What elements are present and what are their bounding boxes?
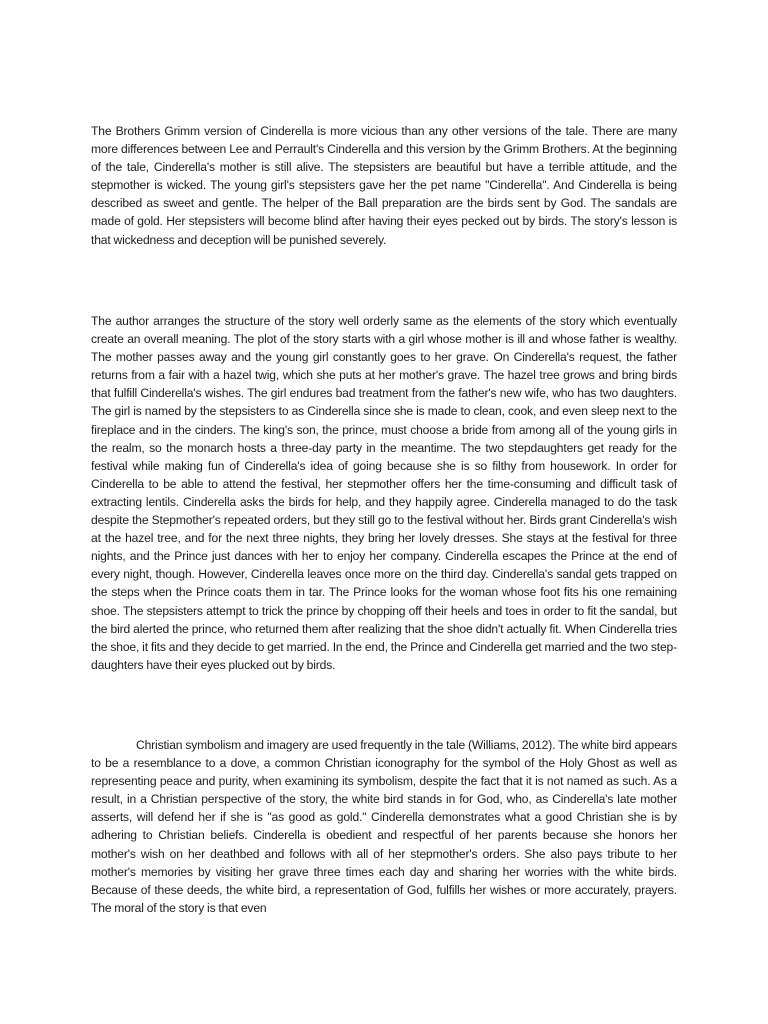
paragraph-story-structure: [91, 312, 677, 674]
paragraph-grimm-version: [91, 122, 677, 249]
paragraph-christian-symbolism: [91, 736, 677, 917]
paragraph-text: Christian symbolism and imagery are used frequently in the tale (Williams, 2012). The white bird appears to be a resemblance to a dove, a common Christian iconography for the symbol of the Holy Ghost as well as representing peace and purity, when examining its symbolism, despite the fact that it is not named as such. As a result, in a Christian perspective of the story, the white bird stands in for God, who, as Cinderella's late mother asserts, will defend her if she is "as good as gold." Cinderella demonstrates what a good Christian she is by adhering to Christian beliefs. Cinderella is obedient and respectful of her parents because she honors her mother's wish on her deathbed and follows with all of her stepmother's orders. She also pays tribute to her mother's memories by visiting her grave three times each day and sharing her worries with the white birds. Because of these deeds, the white bird, a representation of God, fulfills her wishes or more accurately, prayers. The moral of the story is that even: [91, 738, 677, 915]
paragraph-text: The author arranges the structure of the story well orderly same as the elements of the story which eventually create an overall meaning. The plot of the story starts with a girl whose mother is ill and whose father is wealthy. The mother passes away and the young girl constantly goes to her grave. On Cinderella's request, the father returns from a fair with a hazel twig, which she puts at her mother's grave. The hazel tree grows and bring birds that fulfill Cinderella's wishes. The girl endures bad treatment from the father's new wife, who has two daughters. The girl is named by the stepsisters to as Cinderella since she is made to clean, cook, and even sleep next to the fireplace and in the cinders. The king's son, the prince, must choose a bride from among all of the young girls in the realm, so the monarch hosts a three-day party in the meantime. The two stepdaughters get ready for the festival while making fun of Cinderella's idea of going because she is so filthy from housework. In order for Cinderella to be able to attend the festival, her stepmother offers her the time-consuming and difficult task of extracting lentils. Cinderella asks the birds for help, and they happily agree. Cinderella managed to do the task despite the Stepmother's repeated orders, but they still go to the festival without her. Birds grant Cinderella's wish at the hazel tree, and for the next three nights, they bring her lovely dresses. She stays at the festival for three nights, and the Prince just dances with her to enjoy her company. Cinderella escapes the Prince at the end of every night, though. However, Cinderella leaves once more on the third day. Cinderella's sandal gets trapped on the steps when the Prince coats them in tar. The Prince looks for the woman whose foot fits his one remaining shoe. The stepsisters attempt to trick the prince by chopping off their heels and toes in order to fit the sandal, but the bird alerted the prince, who returned them after realizing that the shoe didn't actually fit. When Cinderella tries the shoe, it fits and they decide to get married. In the end, the Prince and Cinderella get married and the two step-daughters have their eyes plucked out by birds.: [91, 314, 677, 672]
paragraph-text: The Brothers Grimm version of Cinderella is more vicious than any other versions of the tale. There are many more differences between Lee and Perrault's Cinderella and this version by the Grimm Brothers. At the beginning of the tale, Cinderella's mother is still alive. The stepsisters are beautiful but have a terrible attitude, and the stepmother is wicked. The young girl's stepsisters gave her the pet name "Cinderella". And Cinderella is being described as sweet and gentle. The helper of the Ball preparation are the birds sent by God. The sandals are made of gold. Her stepsisters will become blind after having their eyes pecked out by birds. The story's lesson is that wickedness and deception will be punished severely.: [91, 124, 677, 247]
